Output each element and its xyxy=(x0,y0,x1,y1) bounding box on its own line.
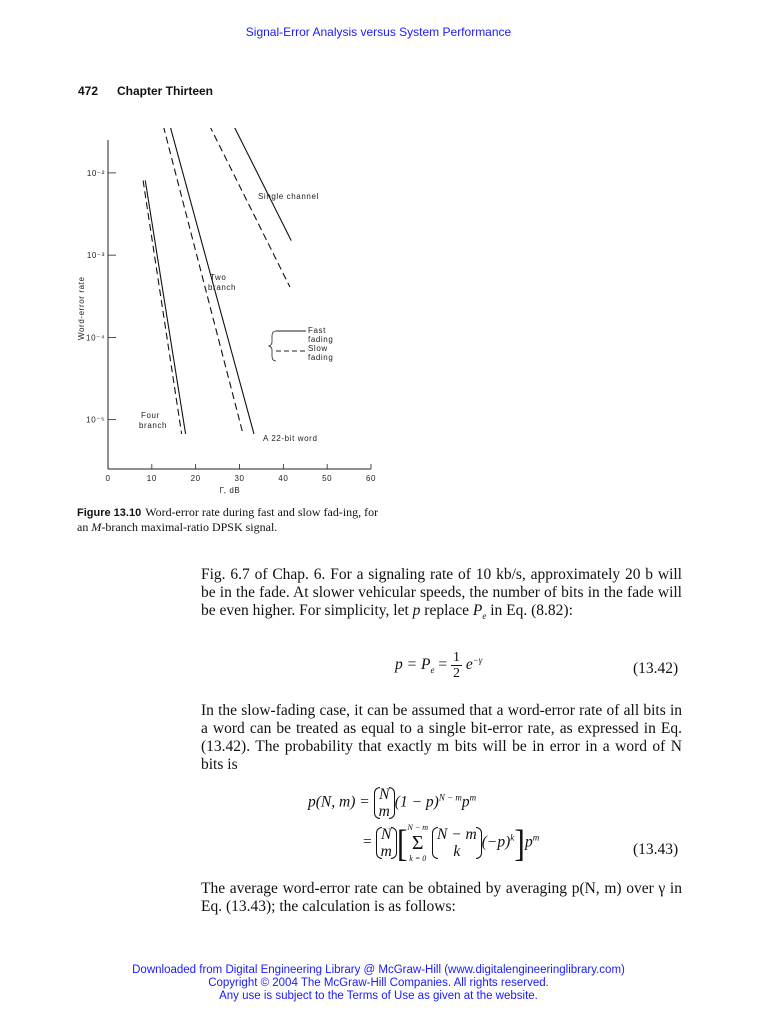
equation-number-13-43: (13.43) xyxy=(633,841,679,858)
y-tick-label: 10⁻³ xyxy=(86,251,105,261)
legend xyxy=(269,331,306,361)
legend-slow-2: fading xyxy=(308,353,334,362)
series-line-4 xyxy=(161,128,243,434)
paragraph-3: The average word-error rate can be obtained by averaging p(N, m) over γ in Eq. (13.43); the calculation is as follows: xyxy=(201,880,682,915)
note-22-bit-word: A 22-bit word xyxy=(263,434,318,443)
figure-caption xyxy=(77,505,387,534)
footer-line-2: Copyright © 2004 The McGraw-Hill Companies. All rights reserved. xyxy=(208,977,549,989)
figure-13-10 xyxy=(70,128,390,498)
binom-3-top: N − m xyxy=(437,826,477,843)
label-two-branch-2: branch xyxy=(208,283,237,292)
x-tick-label: 20 xyxy=(190,474,201,483)
legend-fast-1: Fast xyxy=(308,326,326,335)
footer-line-1: Downloaded from Digital Engineering Library @ McGraw-Hill (www.digitalengineeringlibrary.com) xyxy=(132,964,625,976)
binom-3-bottom: k xyxy=(453,843,461,860)
eq-1343-k: k xyxy=(510,832,515,843)
series-line-5 xyxy=(145,180,185,434)
equation-13-43 xyxy=(308,786,539,864)
eq-1342-exponent: −γ xyxy=(472,654,483,665)
binom-1-top: N xyxy=(379,786,390,803)
legend-slow-1: Slow xyxy=(308,344,328,353)
binom-1-bottom: m xyxy=(378,803,390,820)
binom-2-bottom: m xyxy=(380,843,392,860)
caption-text-2: -branch maximal-ratio DPSK signal. xyxy=(101,520,278,534)
y-axis-label: Word-error rate xyxy=(77,276,86,340)
x-tick-label: 30 xyxy=(234,474,245,483)
caption-text-1: Word-error rate during fast and slow fad-ing, for an xyxy=(77,505,379,534)
equation-number-13-42: (13.42) xyxy=(633,660,679,677)
y-tick-label: 10⁻² xyxy=(86,168,105,178)
chapter-title: Chapter Thirteen xyxy=(117,84,214,98)
left-bracket: [ xyxy=(396,821,408,865)
x-tick-label: 40 xyxy=(278,474,289,483)
para-1-p: p xyxy=(412,602,421,619)
para-1-text-a: Fig. 6.7 of Chap. 6. For a signaling rate of 10 kb/s, approximately 20 b will be in the fade. At slower vehicular speeds, the number of bits in the fade will be even higher. For simplicity, let xyxy=(201,566,682,619)
para-1-text-b: replace xyxy=(420,602,473,619)
eq-1343-m-2: m xyxy=(532,832,540,843)
x-tick-label: 60 xyxy=(365,474,377,483)
running-header: Signal-Error Analysis versus System Performance xyxy=(245,25,512,39)
paragraph-1 xyxy=(201,566,682,625)
eq-1343-binom-2 xyxy=(376,826,397,860)
eq-1343-p-2: p xyxy=(524,833,533,851)
legend-fast-2: fading xyxy=(308,335,334,344)
eq-1343-p: p xyxy=(461,793,470,811)
x-tick-label: 0 xyxy=(105,474,111,483)
page-number: 472 xyxy=(78,84,99,98)
eq-1342-equals: = xyxy=(434,656,451,674)
right-bracket: ] xyxy=(514,821,525,865)
equation-13-42 xyxy=(395,650,482,681)
eq-1343-binom-3 xyxy=(432,826,482,860)
eq-1342-numerator: 1 xyxy=(452,650,460,665)
eq-1342-e: e xyxy=(461,656,473,674)
eq-1343-m: m xyxy=(469,792,477,803)
x-tick-label: 50 xyxy=(322,474,333,483)
legend-brace xyxy=(269,331,276,361)
paragraph-2: In the slow-fading case, it can be assumed that a word-error rate of all bits in a word can be treated as equal to a single bit-error rate, as expressed in Eq. (13.42). The probability that exactly m bits will be in error in a word of N bits is xyxy=(201,702,682,773)
y-tick-label: 10⁻⁵ xyxy=(86,415,105,425)
eq-1342-lhs: p = P xyxy=(395,656,431,674)
summation xyxy=(407,822,428,864)
binom-2-top: N xyxy=(381,826,392,843)
x-tick-label: 10 xyxy=(146,474,157,483)
sum-sigma: Σ xyxy=(411,832,424,854)
para-1-pe: P xyxy=(472,602,483,619)
y-tick-label: 10⁻⁴ xyxy=(86,333,105,343)
eq-1343-term-2: (−p) xyxy=(481,833,511,851)
label-single-channel: Single channel xyxy=(258,192,319,201)
para-1-e: e xyxy=(482,611,487,622)
label-four-branch-2: branch xyxy=(139,421,168,430)
caption-m: M xyxy=(91,520,102,534)
para-1-text-c: in Eq. (8.82): xyxy=(486,602,573,619)
eq-1343-lhs: p(N, m) = xyxy=(308,793,374,811)
eq-1342-fraction xyxy=(451,650,462,681)
label-two-branch-1: Two xyxy=(210,273,227,282)
footer xyxy=(0,964,757,1003)
eq-1343-line-2 xyxy=(363,822,539,864)
series-line-6 xyxy=(143,180,182,434)
caption-label: Figure 13.10 xyxy=(77,507,142,519)
eq-1343-exp-1: N − m xyxy=(438,792,462,803)
eq-1342-denominator: 2 xyxy=(452,666,460,681)
sum-upper: N − m xyxy=(407,823,428,832)
sum-lower: k = 0 xyxy=(409,854,427,863)
eq-1343-binom-1 xyxy=(374,786,395,820)
eq-1342-sub: e xyxy=(430,665,435,676)
eq-1343-term-1: (1 − p) xyxy=(394,793,439,811)
series-line-1 xyxy=(229,128,292,241)
eq-1343-line-1 xyxy=(308,786,539,820)
x-axis-label: Γ, dB xyxy=(219,486,241,495)
label-four-branch-1: Four xyxy=(141,411,160,420)
footer-line-3: Any use is subject to the Terms of Use as given at the website. xyxy=(219,990,538,1002)
eq-1343-equals: = xyxy=(363,833,376,851)
